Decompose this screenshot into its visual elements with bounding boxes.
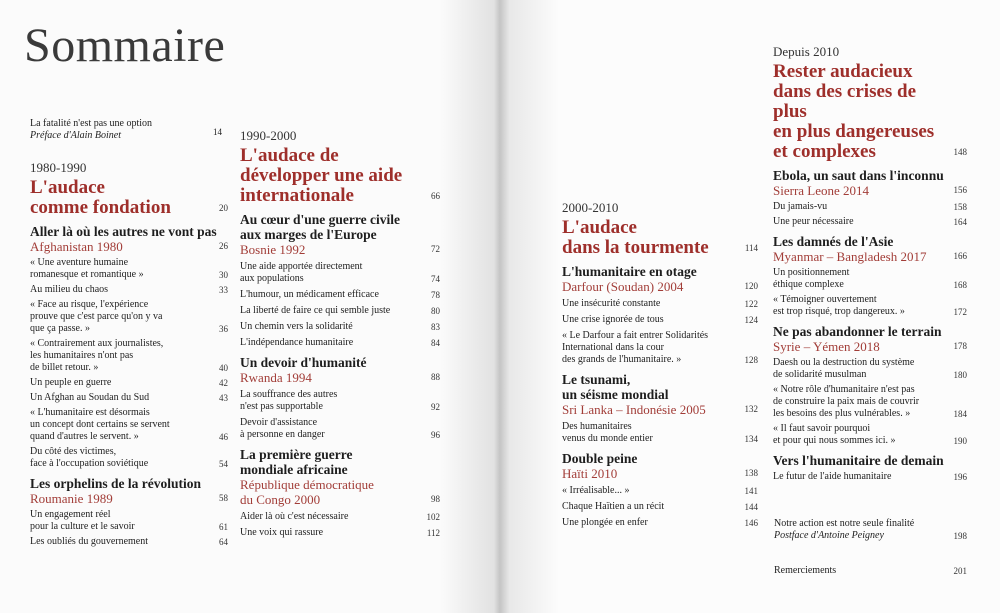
toc-entry[interactable]: [240, 261, 440, 285]
page-number: 134: [744, 434, 758, 444]
chapter-location[interactable]: [30, 239, 228, 254]
page-number: 184: [953, 409, 967, 419]
page-number: 196: [953, 472, 967, 482]
page-number: 40: [219, 363, 228, 373]
entry-text: Des humanitaires venus du monde entier: [562, 421, 653, 444]
toc-entry[interactable]: [30, 509, 228, 533]
toc-entry[interactable]: [30, 407, 228, 443]
location-place: Afghanistan: [30, 239, 94, 254]
toc-entry[interactable]: [562, 314, 758, 326]
location-label: [30, 491, 113, 506]
location-year: 2017: [900, 249, 927, 264]
page-number: 168: [953, 280, 967, 290]
toc-entry[interactable]: [30, 536, 228, 548]
page-number: 92: [431, 402, 440, 412]
section-title[interactable]: [240, 146, 440, 206]
toc-entry[interactable]: [773, 294, 967, 318]
chapter-title-text: Double peine: [562, 451, 638, 466]
page-number: 98: [431, 494, 440, 504]
location-year: 2010: [591, 466, 618, 481]
intro-text: La fatalité n'est pas une option: [30, 118, 153, 129]
toc-entry[interactable]: [30, 257, 228, 281]
location-label: [562, 466, 617, 481]
toc-entry[interactable]: [30, 377, 228, 389]
toc-entry[interactable]: [240, 305, 440, 317]
entry-text: « Irréalisable... »: [562, 485, 630, 496]
chapter-location[interactable]: [240, 242, 440, 257]
location-label: [562, 402, 706, 417]
toc-entry[interactable]: [562, 421, 758, 445]
chapter-title[interactable]: [773, 234, 967, 249]
entry-text: « Une aventure humaine romanesque et romantique »: [30, 257, 144, 280]
toc-entry[interactable]: [773, 384, 967, 420]
location-place: Myanmar – Bangladesh: [773, 249, 898, 264]
section-title[interactable]: [773, 62, 967, 162]
page-number: 172: [953, 307, 967, 317]
page-number: 58: [219, 493, 228, 503]
page-number: 78: [431, 290, 440, 300]
chapter-location[interactable]: [562, 402, 758, 417]
entry-text: Une voix qui rassure: [240, 527, 324, 538]
era-column-2000: [562, 200, 758, 529]
location-year: 2014: [843, 183, 870, 198]
chapter-title-text: Le tsunami, un séisme mondial: [562, 372, 669, 402]
chapter-title[interactable]: [773, 453, 967, 468]
entry-text: Un peuple en guerre: [30, 377, 112, 388]
location-year: 2005: [679, 402, 706, 417]
page-number: 46: [219, 432, 228, 442]
toc-entry[interactable]: [773, 471, 967, 483]
toc-entry[interactable]: [240, 511, 440, 523]
chapter-location[interactable]: [240, 370, 440, 385]
page-title: Sommaire: [24, 19, 226, 72]
location-place: Darfour (Soudan): [562, 279, 655, 294]
era-period: Depuis 2010: [773, 44, 840, 59]
entry-text: Devoir d'assistance à personne en danger: [240, 417, 325, 440]
preface-author: Préface d'Alain Boinet: [30, 130, 122, 141]
location-year: 1989: [86, 491, 113, 506]
toc-entry[interactable]: [240, 289, 440, 301]
toc-entry[interactable]: [562, 517, 758, 529]
entry-text: « Contrairement aux journalistes, les humanitaires n'ont pas de billet retour. »: [30, 338, 164, 373]
page-number: 178: [953, 341, 967, 351]
page-number: 112: [426, 528, 440, 538]
chapter-title-text: Ne pas abandonner le terrain: [773, 324, 942, 339]
page-number: 96: [431, 430, 440, 440]
page-number: 26: [219, 241, 228, 251]
section-title[interactable]: [30, 178, 228, 218]
entry-text: L'indépendance humanitaire: [240, 337, 354, 348]
toc-entry[interactable]: [30, 392, 228, 404]
location-year: 1980: [96, 239, 123, 254]
chapter-title[interactable]: [562, 264, 758, 279]
chapter-title-text: Un devoir d'humanité: [240, 355, 367, 370]
chapter-title-text: Au cœur d'une guerre civile aux marges de l'Europe: [240, 212, 400, 242]
entry-text: Les oubliés du gouvernement: [30, 536, 149, 547]
entry-text: Le futur de l'aide humanitaire: [773, 471, 892, 482]
entry-text: « Le Darfour a fait entrer Solidarités International dans la cour des grands de l'humanitaire. »: [562, 330, 709, 365]
location-label: [773, 339, 880, 354]
page-number: 164: [953, 217, 967, 227]
page-number: 61: [219, 522, 228, 532]
entry-text: Un engagement réel pour la culture et le savoir: [30, 509, 135, 532]
toc-entry[interactable]: [773, 423, 967, 447]
entry-text: Aider là où c'est nécessaire: [240, 511, 349, 522]
chapter-location[interactable]: [773, 339, 967, 354]
section-title-text: L'audace comme fondation: [30, 177, 171, 218]
page-number: 66: [431, 191, 440, 201]
chapter-title-text: Ebola, un saut dans l'inconnu: [773, 168, 944, 183]
chapter-title-text: Vers l'humanitaire de demain: [773, 453, 944, 468]
era-column-1980: [30, 160, 228, 548]
page-number: 114: [744, 243, 758, 253]
page-number: 88: [431, 372, 440, 382]
entry-text: « Face au risque, l'expérience prouve que c'est parce qu'on y va que ça passe. »: [30, 299, 163, 334]
page-number: 141: [744, 486, 758, 496]
page-number: 201: [953, 566, 967, 576]
page-number: 72: [431, 244, 440, 254]
entry-text: Daesh ou la destruction du système de solidarité musulman: [773, 357, 915, 380]
right-page: [500, 0, 1000, 613]
page-number: 180: [953, 370, 967, 380]
entry-text: Au milieu du chaos: [30, 284, 109, 295]
page-number: 148: [953, 147, 967, 157]
entry-text: Du jamais-vu: [773, 201, 828, 212]
chapter-title-text: La première guerre mondiale africaine: [240, 447, 353, 477]
era-period: 1990-2000: [240, 128, 297, 143]
location-year: 2004: [657, 279, 684, 294]
entry-text: Un Afghan au Soudan du Sud: [30, 392, 150, 403]
postface-entry[interactable]: [774, 518, 967, 542]
section-title-text: Rester audacieux dans des crises de plus en plus dangereuses et complexes: [773, 61, 935, 162]
toc-entry[interactable]: [240, 527, 440, 539]
chapter-title[interactable]: [240, 355, 440, 370]
toc-entry[interactable]: [240, 321, 440, 333]
toc-entry[interactable]: [30, 338, 228, 374]
chapter-title[interactable]: [240, 447, 440, 477]
page-number: 14: [213, 127, 222, 137]
chapter-location[interactable]: [240, 477, 440, 507]
entry-text: Une crise ignorée de tous: [562, 314, 664, 325]
postface-text: Notre action est notre seule finalité: [774, 518, 915, 529]
page-number: 158: [953, 202, 967, 212]
page-number: 83: [431, 322, 440, 332]
page-number: 144: [744, 502, 758, 512]
toc-entry[interactable]: [562, 485, 758, 497]
postface-author: Postface d'Antoine Peigney: [774, 530, 884, 541]
location-label: [240, 477, 374, 507]
location-place: République démocratique du Congo: [240, 477, 374, 507]
location-place: Sri Lanka – Indonésie: [562, 402, 677, 417]
page-number: 64: [219, 537, 228, 547]
entry-text: « L'humanitaire est désormais un concept dont certains se servent quand d'autres le servent. »: [30, 407, 170, 442]
page-number: 156: [953, 185, 967, 195]
era-period: 2000-2010: [562, 200, 619, 215]
toc-entry[interactable]: [562, 330, 758, 366]
entry-text: Chaque Haïtien a un récit: [562, 501, 665, 512]
page-number: 43: [219, 393, 228, 403]
chapter-title[interactable]: [773, 168, 967, 183]
entry-text: Une insécurité constante: [562, 298, 661, 309]
toc-entry[interactable]: [773, 357, 967, 381]
toc-entry[interactable]: [30, 299, 228, 335]
thanks-entry[interactable]: [774, 565, 967, 577]
location-year: 1994: [285, 370, 312, 385]
location-label: [240, 242, 305, 257]
entry-text: « Il faut savoir pourquoi et pour qui nous sommes ici. »: [773, 423, 896, 446]
location-place: Bosnie: [240, 242, 277, 257]
page-number: 36: [219, 324, 228, 334]
chapter-location[interactable]: [773, 249, 967, 264]
toc-entry[interactable]: [773, 201, 967, 213]
chapter-location[interactable]: [30, 491, 228, 506]
location-label: [773, 183, 869, 198]
thanks-text: Remerciements: [774, 565, 837, 576]
location-label: [30, 239, 123, 254]
toc-entry[interactable]: [562, 501, 758, 513]
location-year: 1992: [279, 242, 306, 257]
chapter-location[interactable]: [773, 183, 967, 198]
chapter-title-text: L'humanitaire en otage: [562, 264, 697, 279]
section-title[interactable]: [562, 218, 758, 258]
entry-text: Une peur nécessaire: [773, 216, 854, 227]
page-number: 146: [744, 518, 758, 528]
page-number: 20: [219, 203, 228, 213]
section-title-text: L'audace dans la tourmente: [562, 217, 709, 258]
page-number: 138: [744, 468, 758, 478]
entry-text: Un chemin vers la solidarité: [240, 321, 353, 332]
page-number: 166: [953, 251, 967, 261]
toc-entry[interactable]: [240, 417, 440, 441]
location-year: 2000: [294, 492, 321, 507]
page-number: 122: [744, 299, 758, 309]
page-number: 132: [744, 404, 758, 414]
toc-entry[interactable]: [773, 267, 967, 291]
location-label: [562, 279, 683, 294]
page-number: 198: [953, 531, 967, 541]
chapter-title[interactable]: [773, 324, 967, 339]
chapter-title[interactable]: [30, 476, 228, 491]
chapter-title[interactable]: [562, 372, 758, 402]
toc-entry[interactable]: [240, 389, 440, 413]
location-year: 2018: [853, 339, 880, 354]
location-place: Sierra Leone: [773, 183, 840, 198]
toc-entry[interactable]: [240, 337, 440, 349]
location-label: [773, 249, 926, 264]
intro-entry[interactable]: [30, 118, 222, 142]
chapter-title-text: Les damnés de l'Asie: [773, 234, 894, 249]
page-number: 80: [431, 306, 440, 316]
entry-text: « Notre rôle d'humanitaire n'est pas de construire la paix mais de couvrir les besoins des plus vulnérables. »: [773, 384, 920, 419]
era-column-2010: [773, 44, 967, 483]
toc-entry[interactable]: [562, 298, 758, 310]
entry-text: Une plongée en enfer: [562, 517, 648, 528]
page-number: 30: [219, 270, 228, 280]
page-number: 124: [744, 315, 758, 325]
entry-text: La souffrance des autres n'est pas supportable: [240, 389, 338, 412]
toc-entry[interactable]: [30, 446, 228, 470]
chapter-title-text: Aller là où les autres ne vont pas: [30, 224, 217, 239]
entry-text: « Témoigner ouvertement est trop risqué, trop dangereux. »: [773, 294, 905, 317]
chapter-location[interactable]: [562, 279, 758, 294]
page-number: 190: [953, 436, 967, 446]
era-column-1990: [240, 128, 440, 539]
location-place: Rwanda: [240, 370, 283, 385]
page-number: 128: [744, 355, 758, 365]
page-number: 33: [219, 285, 228, 295]
chapter-title-text: Les orphelins de la révolution: [30, 476, 202, 491]
entry-text: Du côté des victimes, face à l'occupation soviétique: [30, 446, 149, 469]
location-place: Syrie – Yémen: [773, 339, 851, 354]
entry-text: Une aide apportée directement aux populations: [240, 261, 363, 284]
entry-text: L'humour, un médicament efficace: [240, 289, 379, 300]
page-number: 54: [219, 459, 228, 469]
page-number: 102: [426, 512, 440, 522]
location-label: [240, 370, 312, 385]
entry-text: La liberté de faire ce qui semble juste: [240, 305, 391, 316]
page-number: 120: [744, 281, 758, 291]
chapter-title[interactable]: [562, 451, 758, 466]
location-place: Roumanie: [30, 491, 84, 506]
toc-entry[interactable]: [773, 216, 967, 228]
chapter-title[interactable]: [30, 224, 228, 239]
chapter-title[interactable]: [240, 212, 440, 242]
location-place: Haïti: [562, 466, 588, 481]
era-period: 1980-1990: [30, 160, 87, 175]
chapter-location[interactable]: [562, 466, 758, 481]
section-title-text: L'audace de développer une aide internationale: [240, 145, 403, 206]
page-number: 42: [219, 378, 228, 388]
entry-text: Un positionnement éthique complexe: [773, 267, 850, 290]
page-number: 74: [431, 274, 440, 284]
page-number: 84: [431, 338, 440, 348]
toc-entry[interactable]: [30, 284, 228, 296]
